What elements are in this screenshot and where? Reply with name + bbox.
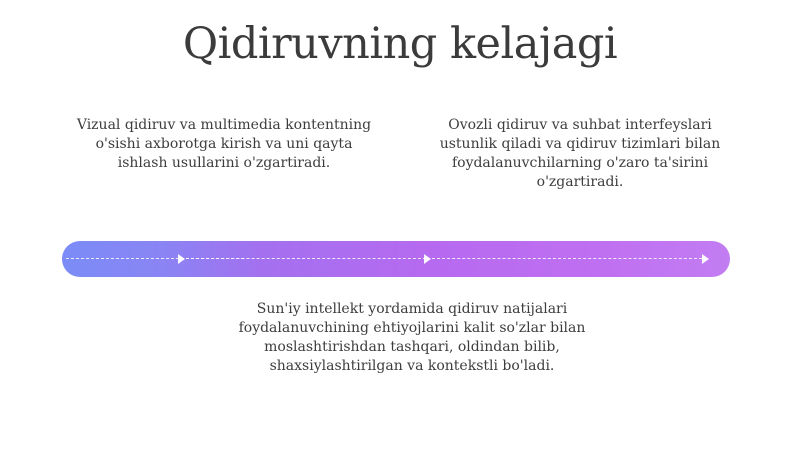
timeline-arrow-icon (178, 254, 185, 264)
timeline-arrow-icon (702, 254, 709, 264)
timeline-bar (62, 241, 730, 277)
text-block-ai-search: Sun'iy intellekt yordamida qidiruv natijalari foydalanuvchining ehtiyojlarini kalit so'zlar bilan moslashtirishdan tashqari, oldindan bilib, shaxsiylashtirilgan va kontekstli bo'ladi. (238, 301, 586, 374)
slide-title: Qidiruvning kelajagi (182, 19, 618, 69)
timeline-dashed-line (432, 258, 702, 259)
timeline-dashed-line (186, 258, 426, 259)
text-block-visual-search: Vizual qidiruv va multimedia kontentning o'sishi axborotga kirish va uni qayta ishlash usullarini o'zgartiradi. (76, 117, 372, 171)
text-block-voice-search: Ovozli qidiruv va suhbat interfeyslari ustunlik qiladi va qidiruv tizimlari bilan foydalanuvchilarning o'zaro ta'sirini o'zgartiradi. (439, 117, 721, 190)
timeline-arrow-icon (424, 254, 431, 264)
